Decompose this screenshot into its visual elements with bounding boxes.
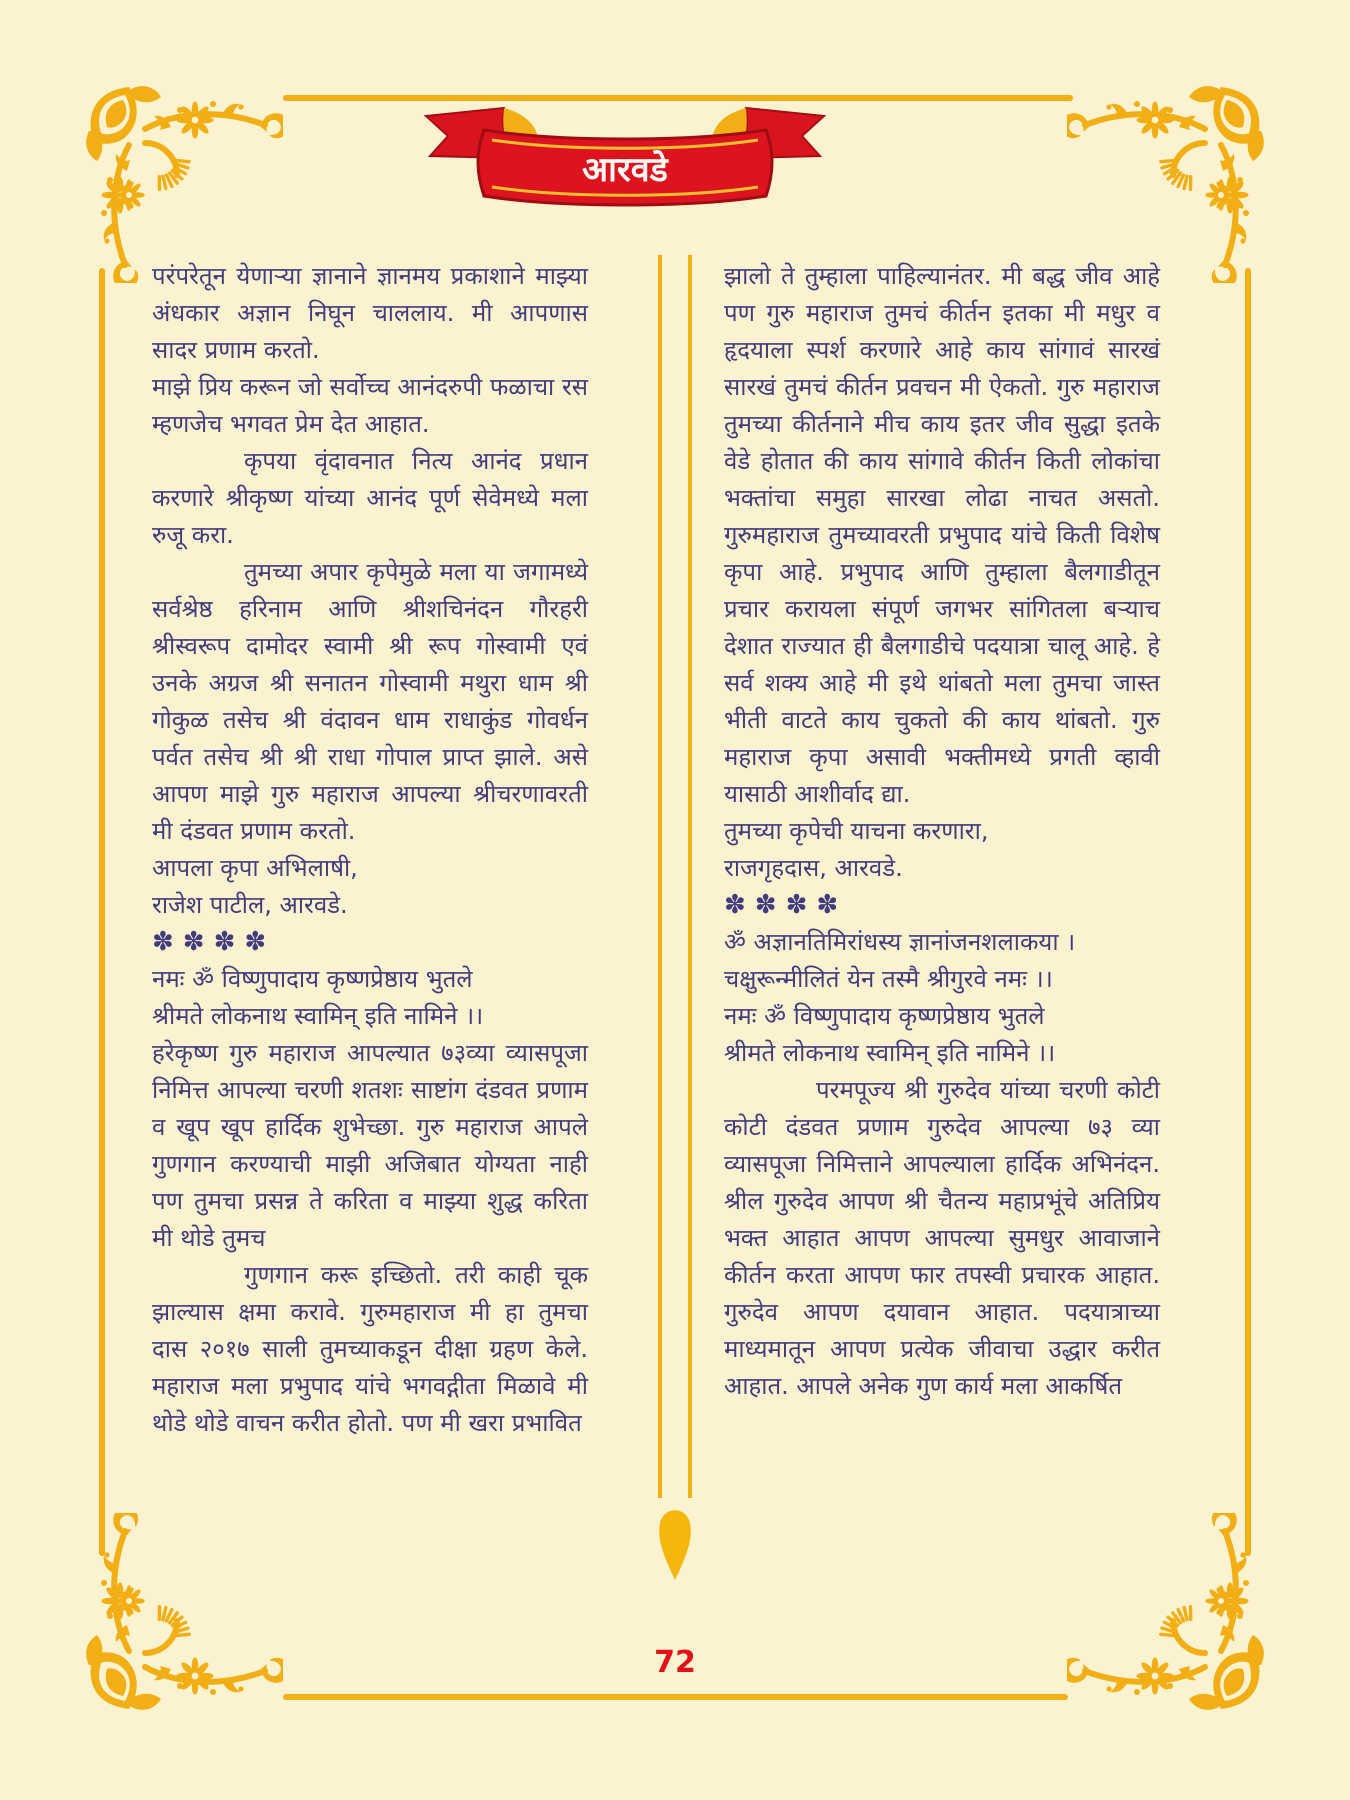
paragraph: कृपया वृंदावनात नित्य आनंद प्रधान करणारे श्रीकृष्ण यांच्या आनंद पूर्ण सेवेमध्ये मला रुजू करा. (152, 447, 588, 549)
shloka-line: चक्षुरून्मीलितं येन तस्मै श्रीगुरवे नमः ।। (724, 965, 1053, 993)
shloka-line: श्रीमते लोकनाथ स्वामिन् इति नामिने ।। (152, 1002, 484, 1030)
corner-flourish-top-right (1067, 83, 1267, 283)
paragraph: परमपूज्य श्री गुरुदेव यांच्या चरणी कोटी कोटी दंडवत प्रणाम गुरुदेव आपल्या ७३ व्या व्यासपूजा निमित्ताने आपल्याला हार्दिक अभिनंदन. श्रील गुरुदेव आपण श्री चैतन्य महाप्रभूंचे अतिप्रिय भक्त आहात आपण आपल्या सुमधुर आवाजाने कीर्तन करता आपण फार तपस्वी प्रचारक आहात. गुरुदेव आपण दयावान आहात. पदयात्राच्या माध्यमातून आपण प्रत्येक जीवाचा उद्धार करीत आहात. आपले अनेक गुण कार्य मला आकर्षित (724, 1076, 1160, 1400)
signoff-line: तुमच्या कृपेची याचना करणारा, (724, 817, 989, 845)
paragraph: हरेकृष्ण गुरु महाराज आपल्यात ७३व्या व्यासपूजा निमित्त आपल्या चरणी शतशः साष्टांग दंडवत प्रणाम व खूप खूप हार्दिक शुभेच्छा. गुरु महाराज आपले गुणगान करण्याची माझी अजिबात योग्यता नाही पण तुमचा प्रसन्न ते करिता व माझ्या शुद्ध करिता मी थोडे तुमच (152, 1039, 588, 1252)
border-line-left (99, 268, 105, 1556)
shloka-line: नमः ॐ विष्णुपादाय कृष्णप्रेष्ठाय भुतले (152, 965, 473, 993)
paragraph: गुणगान करू इच्छितो. तरी काही चूक झाल्यास क्षमा करावे. गुरुमहाराज मी हा तुमचा दास २०१७ साली तुमच्याकडून दीक्षा ग्रहण केले. महाराज मला प्रभुपाद यांचे भगवद्गीता मिळावे मी थोडे थोडे वाचन करीत होतो. पण मी खरा प्रभावित (152, 1261, 588, 1437)
section-separator: ✽✽✽✽ (724, 890, 848, 920)
paragraph: तुमच्या अपार कृपेमुळे मला या जगामध्ये सर्वश्रेष्ठ हरिनाम आणि श्रीशचिनंदन गौरहरी श्रीस्वरूप दामोदर स्वामी श्री रूप गोस्वामी एवं उनके अग्रज श्री सनातन गोस्वामी मथुरा धाम श्री गोकुळ तसेच श्री वंदावन धाम राधाकुंड गोवर्धन पर्वत तसेच श्री श्री राधा गोपाल प्राप्त झाले. असे आपण माझे गुरु महाराज आपल्या श्रीचरणावरती मी दंडवत प्रणाम करतो. (152, 558, 588, 845)
border-line-bottom (283, 1694, 1068, 1700)
paragraph: झालो ते तुम्हाला पाहिल्यानंतर. मी बद्ध जीव आहे पण गुरु महाराज तुमचं कीर्तन इतका मी मधुर व हृदयाला स्पर्श करणारे आहे काय सांगावं सारखं सारखं तुमचं कीर्तन प्रवचन मी ऐकतो. गुरु महाराज तुमच्या कीर्तनाने मीच काय इतर जीव सुद्धा इतके वेडे होतात की काय सांगावे कीर्तन किती लोकांचा भक्तांचा समुहा सारखा लोढा नाचत असतो. गुरुमहाराज तुमच्यावरती प्रभुपाद यांचे किती विशेष कृपा आहे. प्रभुपाद आणि तुम्हाला बैलगाडीतून प्रचार करायला संपूर्ण जगभर सांगितला बऱ्याच देशात राज्यात ही बैलगाडीचे पदयात्रा चालू आहे. हे सर्व शक्य आहे मी इथे थांबतो मला तुमचा जास्त भीती वाटते काय चुकतो की काय थांबतो. गुरु महाराज कृपा असावी भक्तीमध्ये प्रगती व्हावी यासाठी आशीर्वाद द्या. (724, 262, 1160, 808)
shloka-line: श्रीमते लोकनाथ स्वामिन् इति नामिने ।। (724, 1039, 1056, 1067)
section-separator: ✽✽✽✽ (152, 927, 276, 957)
corner-flourish-bottom-right (1067, 1513, 1267, 1713)
signoff-line: राजेश पाटील, आरवडे. (152, 891, 348, 919)
column-divider (651, 255, 699, 1585)
divider-drop-ornament (659, 1510, 691, 1580)
border-line-right (1245, 268, 1251, 1556)
corner-flourish-top-left (83, 83, 283, 283)
paragraph: परंपरेतून येणाऱ्या ज्ञानाने ज्ञानमय प्रकाशाने माझ्या अंधकार अज्ञान निघून चाललाय. मी आपणास सादर प्रणाम करतो. (152, 262, 588, 364)
right-column (724, 258, 1160, 1405)
paragraph: माझे प्रिय करून जो सर्वोच्च आनंदरुपी फळाचा रस म्हणजेच भगवत प्रेम देत आहात. (152, 373, 588, 438)
page-number: 72 (654, 1645, 696, 1680)
corner-flourish-bottom-left (83, 1513, 283, 1713)
signoff-line: आपला कृपा अभिलाषी, (152, 854, 358, 882)
shloka-line: ॐ अज्ञानतिमिरांधस्य ज्ञानांजनशलाकया । (724, 928, 1076, 956)
ribbon-title: आरवडे (582, 150, 668, 190)
shloka-line: नमः ॐ विष्णुपादाय कृष्णप्रेष्ठाय भुतले (724, 1002, 1045, 1030)
ribbon-banner (400, 100, 850, 230)
left-column (152, 258, 588, 1442)
signoff-line: राजगृहदास, आरवडे. (724, 854, 903, 882)
